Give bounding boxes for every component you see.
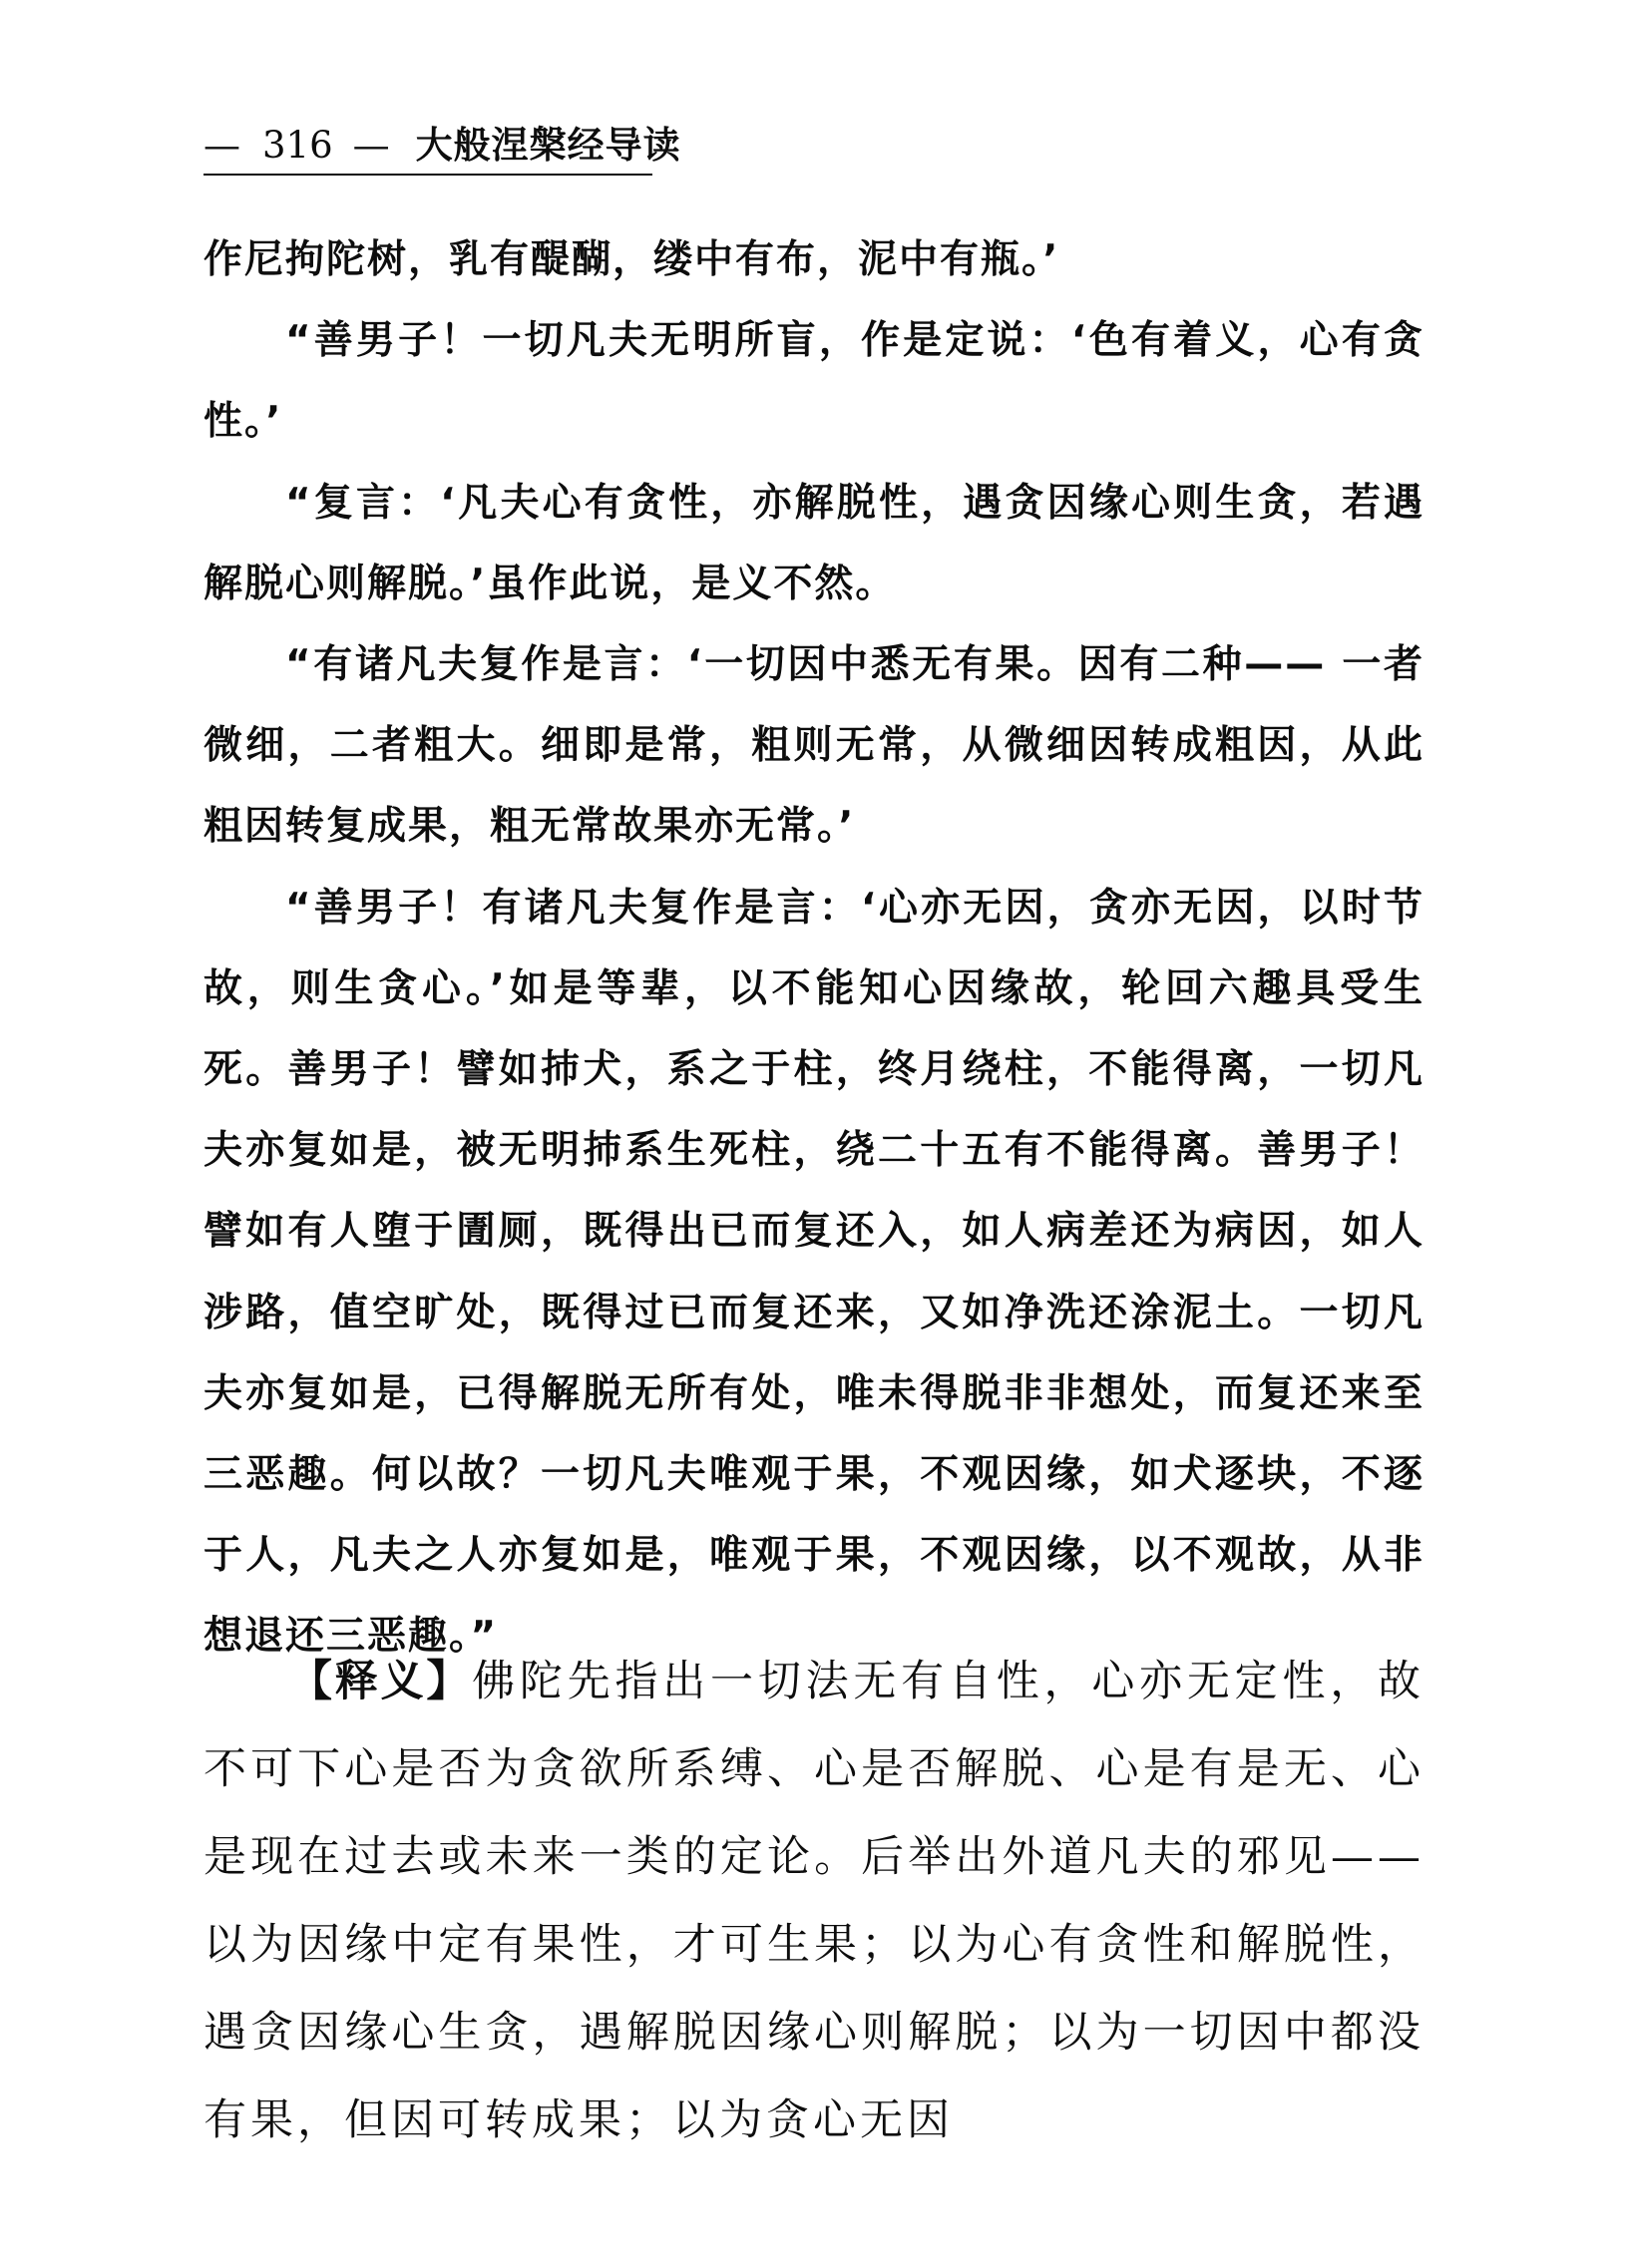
header-dash-left: —	[204, 124, 240, 167]
sutra-paragraph: “善男子！有诸凡夫复作是言：‘心亦无因，贪亦无因，以时节故，则生贪心。’如是等辈，以不能知心因缘故，轮回六趣具受生死。善男子！譬如㧊犬，系之于柱，终月绕柱，不能得离，一切凡夫亦复如是，被无明㧊系生死柱，绕二十五有不能得离。善男子！譬如有人堕于圊厕，既得出已而复还入，如人病差还为病因，如人涉路，值空旷处，既得过已而复还来，又如净洗还涂泥土。一切凡夫亦复如是，已得解脱无所有处，唯未得脱非非想处，而复还来至三恶趣。何以故？一切凡夫唯观于果，不观因缘，如犬逐块，不逐于人，凡夫之人亦复如是，唯观于果，不观因缘，以不观故，从非想退还三恶趣。”	[204, 885, 1424, 1660]
sutra-paragraph: “有诸凡夫复作是言：‘一切因中悉无有果。因有二种—— 一者微细，二者粗大。细即是常，粗则无常，从微细因转成粗因，从此粗因转复成果，粗无常故果亦无常。’	[204, 642, 1424, 850]
commentary-section	[204, 1638, 1424, 2164]
commentary-paragraph	[204, 1638, 1424, 2164]
commentary-label: 【释义】	[289, 1657, 473, 1706]
running-header	[204, 118, 681, 176]
sutra-paragraph-continued: 作尼拘陀树，乳有醍醐，缕中有布，泥中有瓶。’	[204, 237, 1060, 282]
header-dash-right: —	[352, 124, 390, 167]
page-number: 316	[262, 124, 333, 167]
sutra-paragraph: “善男子！一切凡夫无明所盲，作是定说：‘色有着义，心有贪性。’	[204, 318, 1424, 445]
sutra-text	[204, 219, 1424, 1678]
commentary-text: 佛陀先指出一切法无有自性，心亦无定性，故不可下心是否为贪欲所系缚、心是否解脱、心是有是无、心是现在过去或未来一类的定论。后举出外道凡夫的邪见——以为因缘中定有果性，才可生果；以为心有贪性和解脱性，遇贪因缘心生贪，遇解脱因缘心则解脱；以为一切因中都没有果，但因可转成果；以为贪心无因	[204, 1657, 1425, 2145]
book-title: 大般涅槃经导读	[415, 124, 681, 167]
sutra-paragraph: “复言：‘凡夫心有贪性，亦解脱性，遇贪因缘心则生贪，若遇解脱心则解脱。’虽作此说，是义不然。	[204, 480, 1424, 606]
